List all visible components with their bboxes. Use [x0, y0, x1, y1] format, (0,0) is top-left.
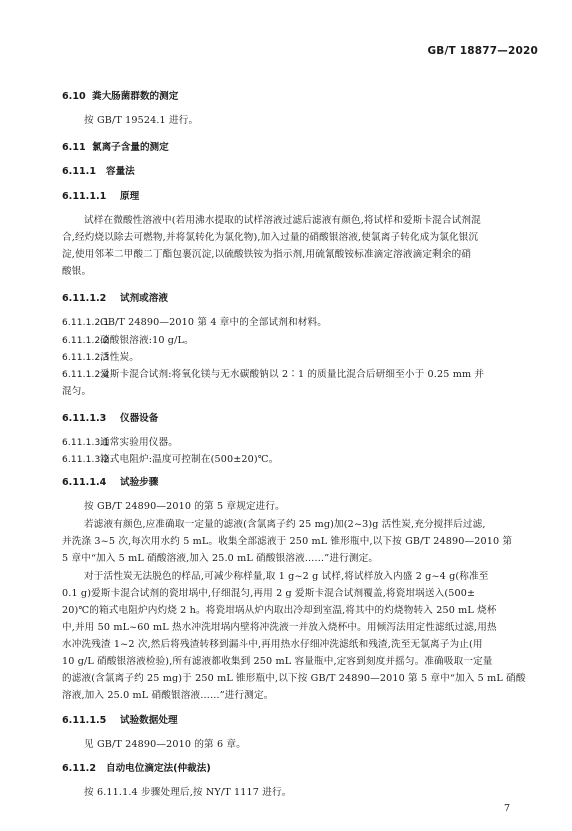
section-title: 仪器设备: [120, 413, 159, 424]
page-number: 7: [503, 803, 510, 814]
section-title: 试验数据处理: [120, 715, 178, 726]
item-text: 箱式电阻炉:温度可控制在(500±20)℃。: [100, 454, 279, 465]
section-heading: [62, 163, 135, 177]
section-title: 原理: [120, 191, 140, 202]
paragraph-line: 按 GB/T 24890—2010 的第 5 章规定进行。: [84, 501, 285, 512]
section-title: 粪大肠菌群数的测定: [92, 91, 179, 102]
list-item: [62, 349, 139, 363]
paragraph: 按 GB/T 19524.1 进行。: [84, 115, 199, 126]
section-heading: [62, 290, 168, 304]
list-item: [62, 332, 194, 346]
paragraph-line: 试样在微酸性溶液中(若用沸水提取的试样溶液过滤后滤液有颜色,将试样和爱斯卡混合试剂混: [84, 215, 481, 226]
section-number: 6.11.1.5: [62, 715, 107, 726]
paragraph-line: 5 章中“加入 5 mL 硝酸溶液,加入 25.0 mL 硝酸银溶液……”进行测定。: [62, 553, 379, 564]
section-heading: [62, 139, 169, 153]
section-number: 6.10: [62, 91, 86, 102]
paragraph-line: 溶液,加入 25.0 mL 硝酸银溶液……”进行测定。: [62, 690, 274, 701]
item-text: GB/T 24890—2010 第 4 章中的全部试剂和材料。: [100, 317, 327, 328]
item-text: 活性炭。: [100, 352, 139, 363]
section-number: 6.11.2: [62, 763, 96, 774]
list-item: [62, 451, 278, 465]
paragraph: 见 GB/T 24890—2010 的第 6 章。: [84, 739, 246, 750]
item-text: 通常实验用仪器。: [100, 437, 178, 448]
list-item: [62, 434, 178, 448]
section-heading: [62, 88, 178, 102]
paragraph-line: 酸银。: [62, 266, 92, 277]
section-heading: [62, 188, 139, 202]
paragraph-line: 水冲洗残渣 1~2 次,然后将残渣转移到漏斗中,再用热水仔细冲洗滤纸和残渣,洗至无氯离子为止(用: [62, 639, 483, 650]
paragraph-line: 0.1 g)爱斯卡混合试剂的瓷坩埚中,仔细混匀,再用 2 g 爱斯卡混合试剂覆盖,将瓷坩埚送入(500±: [62, 588, 476, 599]
section-heading: [62, 760, 211, 774]
section-number: 6.11.1.1: [62, 191, 107, 202]
item-text: 硝酸银溶液:10 g/L。: [100, 335, 194, 346]
list-item-continuation: 混匀。: [62, 386, 92, 397]
paragraph-line: 并洗涤 3~5 次,每次用水约 5 mL。收集全部滤液于 250 mL 锥形瓶中,以下按 GB/T 24890—2010 第: [62, 536, 513, 547]
paragraph-line: 对于活性炭无法脱色的样品,可减少称样量,取 1 g~2 g 试样,将试样放入内盛 2 g~4 g(称准至: [84, 571, 489, 582]
section-number: 6.11.1.3: [62, 413, 107, 424]
paragraph-line: 20)℃的箱式电阻炉内灼烧 2 h。将瓷坩埚从炉内取出冷却到室温,将其中的灼烧物转入 250 mL 烧杯: [62, 605, 497, 616]
section-title: 氯离子含量的测定: [92, 142, 169, 153]
item-number: 6.11.1.3.2: [62, 455, 110, 465]
item-number: 6.11.1.3.1: [62, 438, 110, 448]
section-heading: [62, 474, 158, 488]
paragraph-line: 若滤液有颜色,应准确取一定量的滤液(含氯离子约 25 mg)加(2~3)g 活性炭,充分搅拌后过滤,: [84, 519, 486, 530]
item-text: 爱斯卡混合试剂:将氧化镁与无水碳酸钠以 2∶1 的质量比混合后研细至小于 0.25 mm 并: [100, 369, 485, 380]
section-heading: [62, 712, 178, 726]
section-title: 试验步骤: [120, 477, 159, 488]
section-title: 容量法: [106, 166, 135, 177]
paragraph-line: 10 g/L 硝酸银溶液检验),所有滤液都收集到 250 mL 容量瓶中,定容到刻度并摇匀。准确吸取一定量: [62, 656, 493, 667]
section-heading: [62, 410, 158, 424]
section-title: 自动电位滴定法(仲裁法): [106, 763, 211, 774]
paragraph-line: 的滤液(含氯离子约 25 mg)于 250 mL 锥形瓶中,以下按 GB/T 24890—2010 第 5 章中“加入 5 mL 硝酸: [62, 673, 526, 684]
paragraph-line: 合,经灼烧以除去可燃物,并将氯转化为氯化物),加入过量的硝酸银溶液,使氯离子转化成为氯化银沉: [62, 232, 479, 243]
list-item: [62, 314, 327, 328]
item-number: 6.11.1.2.4: [62, 370, 110, 380]
section-number: 6.11.1.2: [62, 293, 107, 304]
item-number: 6.11.1.2.3: [62, 353, 110, 363]
standard-header: GB/T 18877—2020: [427, 45, 538, 57]
section-title: 试剂或溶液: [120, 293, 168, 304]
item-number: 6.11.1.2.1: [62, 318, 110, 328]
paragraph-line: 中,并用 50 mL~60 mL 热水冲洗坩埚内壁将冲洗液一并放入烧杯中。用倾泻法用定性滤纸过滤,用热: [62, 622, 497, 633]
list-item: [62, 366, 484, 380]
section-number: 6.11.1.4: [62, 477, 107, 488]
item-number: 6.11.1.2.2: [62, 336, 110, 346]
section-number: 6.11.1: [62, 166, 96, 177]
paragraph: 按 6.11.1.4 步骤处理后,按 NY/T 1117 进行。: [84, 787, 292, 798]
section-number: 6.11: [62, 142, 86, 153]
paragraph-line: 淀,使用邻苯二甲酸二丁酯包裹沉淀,以硫酸铁铵为指示剂,用硫氰酸铵标准滴定溶液滴定剩余的硝: [62, 249, 472, 260]
